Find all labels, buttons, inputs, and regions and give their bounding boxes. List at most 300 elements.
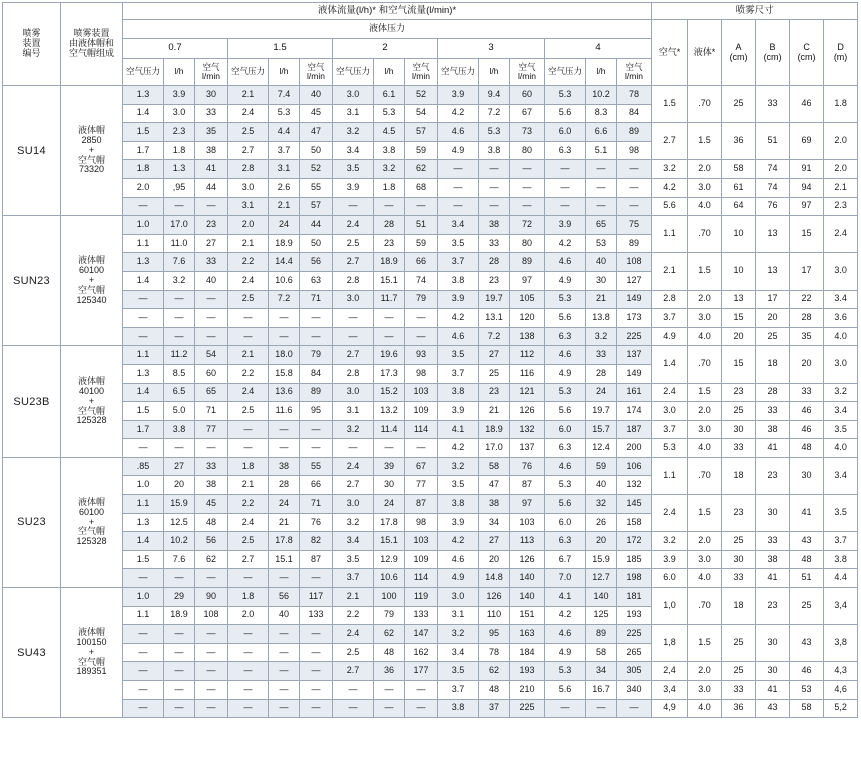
header-air-lmin-3-l1: 空气 (518, 61, 536, 72)
cell-flow: 2.2 (228, 495, 269, 514)
cell-dimension: 28 (790, 309, 824, 328)
cell-flow: 60 (510, 86, 545, 105)
header-spray-id-line1: 喷雾 (22, 28, 41, 39)
cell-dimension: 3.8 (824, 550, 858, 569)
cell-flow: 2.1 (269, 197, 300, 216)
cell-flow: — (269, 643, 300, 662)
cell-flow: 24 (374, 495, 405, 514)
cell-flow: 3.7 (269, 141, 300, 160)
cell-flow: 98 (405, 513, 438, 532)
cell-dimension: 94 (790, 178, 824, 197)
header-air-pressure-1: 空气压力 (228, 59, 269, 86)
cell-flow: 2.5 (333, 643, 374, 662)
cell-flow: 1.8 (374, 178, 405, 197)
cell-flow: — (123, 439, 164, 458)
header-spray-a-unit: (cm) (729, 51, 748, 62)
header-air-lmin-4 (617, 59, 652, 86)
cell-flow: — (269, 309, 300, 328)
cell-dimension: 2.1 (824, 178, 858, 197)
cell-flow: 3.8 (164, 420, 195, 439)
spray-spec-table (2, 2, 858, 718)
cell-dimension: 23 (722, 495, 756, 532)
cell-dimension: 25 (722, 532, 756, 551)
cell-flow: — (405, 699, 438, 718)
header-row-pressure-title (3, 20, 858, 39)
cell-flow: 198 (617, 569, 652, 588)
cell-dimension: 46 (790, 86, 824, 123)
cell-flow: — (164, 625, 195, 644)
cell-flow: 137 (510, 439, 545, 458)
cell-flow: 3.8 (438, 495, 479, 514)
cell-flow: 2.1 (333, 588, 374, 607)
cell-flow: 44 (300, 216, 333, 235)
cell-flow: 23 (479, 271, 510, 290)
cell-flow: — (195, 699, 228, 718)
cell-flow: 3.2 (333, 123, 374, 142)
cell-flow: 67 (405, 457, 438, 476)
cell-flow: 4.9 (545, 271, 586, 290)
cell-flow: 103 (510, 513, 545, 532)
cell-flow: 4.2 (438, 309, 479, 328)
cell-flow: 151 (510, 606, 545, 625)
header-air-pressure-2: 空气压力 (333, 59, 374, 86)
cell-flow: 2.8 (228, 160, 269, 179)
cell-flow: 27 (164, 457, 195, 476)
cell-flow: 28 (374, 216, 405, 235)
cell-flow: 20 (479, 550, 510, 569)
header-spray-id-line2: 装置 (22, 38, 41, 49)
cell-flow: — (374, 681, 405, 700)
assembly-line: 189351 (76, 666, 107, 677)
header-pressure-1: 1.5 (228, 39, 333, 59)
cell-dimension: 3.2 (652, 160, 688, 179)
cell-flow: 18.9 (269, 234, 300, 253)
cell-flow: 3.5 (438, 234, 479, 253)
cell-flow: 305 (617, 662, 652, 681)
cell-flow: — (586, 197, 617, 216)
cell-dimension: 13 (722, 290, 756, 309)
header-spray-a (722, 20, 756, 86)
header-spray-b-unit: (cm) (763, 51, 782, 62)
table-row (3, 383, 858, 402)
cell-flow: 210 (510, 681, 545, 700)
cell-dimension: 58 (790, 699, 824, 718)
cell-dimension: 25 (790, 588, 824, 625)
cell-flow: — (195, 327, 228, 346)
cell-flow: — (617, 699, 652, 718)
cell-dimension: 25 (722, 86, 756, 123)
cell-flow: 3.4 (438, 216, 479, 235)
cell-flow: 10.2 (164, 532, 195, 551)
header-air-lmin-3-l2: l/min (518, 71, 536, 81)
assembly-line: 2850 (81, 134, 102, 145)
header-lh-1: l/h (269, 59, 300, 86)
cell-flow: — (333, 699, 374, 718)
cell-flow: 33 (479, 234, 510, 253)
cell-dimension: .70 (688, 457, 722, 494)
cell-dimension: 15 (722, 346, 756, 383)
cell-flow: 72 (510, 216, 545, 235)
cell-flow: — (123, 569, 164, 588)
cell-flow: ,95 (164, 178, 195, 197)
cell-flow: 98 (617, 141, 652, 160)
cell-flow: 2.1 (228, 476, 269, 495)
cell-flow: 53 (586, 234, 617, 253)
cell-dimension: 2.7 (652, 123, 688, 160)
cell-flow: 145 (617, 495, 652, 514)
cell-flow: 2.0 (123, 178, 164, 197)
cell-flow: — (228, 420, 269, 439)
cell-dimension: 51 (756, 123, 790, 160)
cell-flow: 3.7 (333, 569, 374, 588)
cell-flow: — (164, 699, 195, 718)
header-air-lmin-2-l2: l/min (412, 71, 430, 81)
cell-flow: 3.4 (333, 141, 374, 160)
cell-flow: 56 (300, 253, 333, 272)
cell-flow: 14.8 (479, 569, 510, 588)
cell-flow: 2.0 (228, 606, 269, 625)
cell-flow: 34 (479, 513, 510, 532)
header-spray-air: 空气* (652, 20, 688, 86)
cell-flow: 5.6 (545, 402, 586, 421)
cell-flow: 6.7 (545, 550, 586, 569)
cell-flow: 3.8 (438, 383, 479, 402)
cell-flow: 125 (586, 606, 617, 625)
header-air-lmin-1-l2: l/min (307, 71, 325, 81)
cell-flow: — (479, 160, 510, 179)
cell-dimension: 43 (756, 699, 790, 718)
table-row (3, 197, 858, 216)
cell-flow: 132 (617, 476, 652, 495)
cell-dimension: 2.4 (824, 216, 858, 253)
cell-flow: 37 (479, 699, 510, 718)
cell-flow: 4.2 (545, 606, 586, 625)
cell-flow: 17.0 (479, 439, 510, 458)
cell-flow: 56 (269, 588, 300, 607)
cell-dimension: 5.6 (652, 197, 688, 216)
cell-dimension: 51 (790, 569, 824, 588)
cell-flow: — (195, 569, 228, 588)
assembly-line: 空气帽 (77, 405, 105, 416)
cell-dimension: 1.5 (688, 625, 722, 662)
cell-flow: 23 (195, 216, 228, 235)
cell-dimension: 4.2 (652, 178, 688, 197)
cell-flow: 2.7 (333, 346, 374, 365)
cell-flow: — (300, 662, 333, 681)
cell-flow: 200 (617, 439, 652, 458)
cell-flow: 12.7 (586, 569, 617, 588)
cell-dimension: 3.0 (688, 550, 722, 569)
cell-dimension: 4.0 (688, 569, 722, 588)
cell-flow: 55 (300, 457, 333, 476)
cell-flow: 7.4 (269, 86, 300, 105)
cell-flow: 4.2 (438, 532, 479, 551)
header-spray-b-letter: B (769, 41, 776, 52)
cell-flow: .85 (123, 457, 164, 476)
assembly-line: 液体帽 (77, 496, 105, 507)
cell-flow: 74 (405, 271, 438, 290)
header-spray-d-unit: (m) (833, 51, 848, 62)
cell-flow: 1.5 (123, 123, 164, 142)
cell-flow: 24 (269, 216, 300, 235)
cell-dimension: 3.0 (824, 346, 858, 383)
header-air-lmin-2-l1: 空气 (412, 61, 430, 72)
header-spray-b (756, 20, 790, 86)
cell-flow: 2.5 (228, 123, 269, 142)
cell-flow: 15.9 (164, 495, 195, 514)
assembly-line: 73320 (78, 164, 105, 175)
cell-flow: 181 (617, 588, 652, 607)
cell-flow: 3.9 (438, 86, 479, 105)
cell-flow: 71 (195, 402, 228, 421)
cell-flow: — (123, 662, 164, 681)
cell-dimension: 3.9 (652, 550, 688, 569)
cell-flow: 71 (300, 290, 333, 309)
cell-dimension: 25 (722, 402, 756, 421)
cell-flow: 4.2 (438, 439, 479, 458)
cell-flow: 4.2 (438, 104, 479, 123)
cell-flow: 5.6 (545, 104, 586, 123)
spray-id-su43: SU43 (3, 588, 61, 718)
cell-flow: 40 (269, 606, 300, 625)
cell-flow: 10.2 (586, 86, 617, 105)
cell-flow: 4.4 (269, 123, 300, 142)
cell-flow: — (123, 290, 164, 309)
cell-flow: 59 (405, 141, 438, 160)
cell-flow: 6.0 (545, 420, 586, 439)
cell-flow: 4.6 (545, 457, 586, 476)
cell-flow: 3.0 (333, 495, 374, 514)
assembly-sun23 (61, 216, 123, 346)
cell-dimension: 2.0 (688, 662, 722, 681)
cell-flow: 40 (586, 253, 617, 272)
cell-flow: 3.2 (164, 271, 195, 290)
cell-flow: 1.4 (123, 271, 164, 290)
cell-flow: 5.3 (545, 383, 586, 402)
cell-flow: — (195, 662, 228, 681)
cell-dimension: 3.2 (824, 383, 858, 402)
cell-flow: 1.8 (164, 141, 195, 160)
cell-flow: 23 (479, 383, 510, 402)
cell-flow: 1.1 (123, 495, 164, 514)
cell-flow: — (123, 197, 164, 216)
cell-flow: 63 (300, 271, 333, 290)
cell-flow: — (228, 569, 269, 588)
assembly-su43 (61, 588, 123, 718)
cell-flow: 48 (479, 681, 510, 700)
header-air-lmin-1-l1: 空气 (307, 61, 325, 72)
cell-flow: 38 (269, 457, 300, 476)
assembly-line: 液体帽 (77, 375, 105, 386)
cell-flow: 2.4 (228, 513, 269, 532)
cell-flow: 12.4 (586, 439, 617, 458)
cell-flow: 3.2 (333, 420, 374, 439)
cell-flow: 50 (300, 141, 333, 160)
cell-flow: 112 (510, 346, 545, 365)
cell-flow: 6.0 (545, 123, 586, 142)
cell-flow: 5.0 (164, 402, 195, 421)
cell-flow: 33 (195, 253, 228, 272)
cell-flow: — (300, 439, 333, 458)
cell-dimension: 18 (722, 457, 756, 494)
header-row-groups (3, 3, 858, 20)
table-row (3, 439, 858, 458)
header-lh-2: l/h (374, 59, 405, 86)
cell-flow: 73 (510, 123, 545, 142)
cell-flow: — (164, 569, 195, 588)
cell-flow: 15.1 (374, 532, 405, 551)
cell-flow: 3.1 (269, 160, 300, 179)
cell-flow: 17.8 (269, 532, 300, 551)
cell-flow: 162 (405, 643, 438, 662)
cell-flow: — (123, 681, 164, 700)
cell-flow: 2.6 (269, 178, 300, 197)
cell-flow: 18.9 (164, 606, 195, 625)
cell-flow: 17.0 (164, 216, 195, 235)
cell-flow: — (545, 197, 586, 216)
cell-flow: 9.4 (479, 86, 510, 105)
cell-dimension: 1.1 (652, 457, 688, 494)
cell-flow: 11.4 (374, 420, 405, 439)
assembly-line: 60100 (78, 506, 105, 517)
cell-dimension: 3.7 (652, 309, 688, 328)
cell-flow: 103 (405, 383, 438, 402)
cell-dimension: 33 (722, 681, 756, 700)
cell-flow: 187 (617, 420, 652, 439)
cell-flow: — (228, 662, 269, 681)
cell-flow: 48 (374, 643, 405, 662)
cell-flow: 1.8 (228, 457, 269, 476)
cell-flow: 47 (300, 123, 333, 142)
cell-dimension: 20 (722, 327, 756, 346)
cell-flow: 18.9 (374, 253, 405, 272)
cell-flow: 82 (300, 532, 333, 551)
cell-flow: 3.7 (438, 253, 479, 272)
cell-dimension: 2.0 (688, 402, 722, 421)
cell-flow: — (269, 699, 300, 718)
cell-flow: — (438, 160, 479, 179)
cell-dimension: 13 (756, 253, 790, 290)
cell-flow: 3.8 (438, 271, 479, 290)
assembly-line: 液体帽 (77, 255, 105, 265)
header-air-pressure-0: 空气压力 (123, 59, 164, 86)
cell-flow: 4.6 (545, 253, 586, 272)
cell-flow: 3.0 (333, 383, 374, 402)
cell-flow: 15.2 (374, 383, 405, 402)
cell-flow: 3.0 (164, 104, 195, 123)
cell-dimension: 1.5 (688, 123, 722, 160)
table-row (3, 178, 858, 197)
cell-dimension: 38 (756, 550, 790, 569)
cell-dimension: 13 (756, 216, 790, 253)
assembly-su23 (61, 457, 123, 587)
cell-flow: 39 (374, 457, 405, 476)
cell-flow: 66 (300, 476, 333, 495)
cell-dimension: 30 (756, 662, 790, 681)
cell-flow: 55 (300, 178, 333, 197)
cell-flow: 3.9 (164, 86, 195, 105)
cell-flow: 133 (300, 606, 333, 625)
cell-flow: 3.0 (438, 588, 479, 607)
cell-flow: 4.6 (438, 550, 479, 569)
cell-flow: 2.3 (164, 123, 195, 142)
cell-flow: — (333, 309, 374, 328)
cell-flow: — (228, 643, 269, 662)
cell-flow: 24 (269, 495, 300, 514)
cell-flow: — (164, 290, 195, 309)
cell-flow: 3.8 (438, 699, 479, 718)
cell-flow: 44 (195, 178, 228, 197)
cell-flow: 2.7 (333, 253, 374, 272)
cell-flow: 19.7 (479, 290, 510, 309)
cell-dimension: 10 (722, 216, 756, 253)
table-row (3, 699, 858, 718)
cell-flow: 20 (164, 476, 195, 495)
cell-dimension: 23 (756, 588, 790, 625)
cell-flow: — (617, 178, 652, 197)
cell-dimension: 48 (790, 550, 824, 569)
cell-dimension: 4.0 (688, 197, 722, 216)
cell-flow: — (374, 309, 405, 328)
cell-flow: 80 (510, 234, 545, 253)
cell-dimension: 3.7 (824, 532, 858, 551)
cell-flow: 173 (617, 309, 652, 328)
cell-flow: 21 (586, 290, 617, 309)
cell-dimension: 3.4 (824, 402, 858, 421)
cell-dimension: 4.0 (688, 439, 722, 458)
header-air-lmin-1 (300, 59, 333, 86)
cell-dimension: 5.3 (652, 439, 688, 458)
table-row (3, 457, 858, 476)
cell-flow: 21 (269, 513, 300, 532)
cell-flow: — (586, 160, 617, 179)
cell-flow: 3.1 (333, 402, 374, 421)
cell-flow: 109 (405, 550, 438, 569)
cell-flow: 65 (195, 383, 228, 402)
cell-dimension: 2.4 (652, 383, 688, 402)
table-row (3, 123, 858, 142)
cell-flow: 133 (405, 606, 438, 625)
cell-flow: 185 (617, 550, 652, 569)
cell-flow: 5.3 (545, 662, 586, 681)
cell-flow: 1.4 (123, 104, 164, 123)
cell-flow: 2.5 (228, 532, 269, 551)
cell-flow: 30 (586, 271, 617, 290)
cell-flow: 2.2 (333, 606, 374, 625)
cell-flow: 2.5 (333, 234, 374, 253)
cell-dimension: 1.1 (652, 216, 688, 253)
cell-flow: 3.9 (438, 402, 479, 421)
cell-flow: 2.4 (333, 216, 374, 235)
cell-dimension: 74 (756, 160, 790, 179)
cell-flow: 89 (586, 625, 617, 644)
cell-dimension: 15 (722, 309, 756, 328)
cell-flow: 6.3 (545, 532, 586, 551)
cell-flow: 21 (479, 402, 510, 421)
cell-flow: 3.2 (374, 160, 405, 179)
cell-flow: 117 (300, 588, 333, 607)
cell-dimension: 74 (756, 178, 790, 197)
cell-flow: — (586, 178, 617, 197)
cell-flow: 126 (510, 402, 545, 421)
cell-flow: 184 (510, 643, 545, 662)
cell-flow: 3.2 (333, 513, 374, 532)
table-row (3, 681, 858, 700)
cell-flow: — (374, 439, 405, 458)
cell-flow: 4.9 (545, 364, 586, 383)
cell-flow: 121 (510, 383, 545, 402)
assembly-line: + (88, 144, 95, 155)
